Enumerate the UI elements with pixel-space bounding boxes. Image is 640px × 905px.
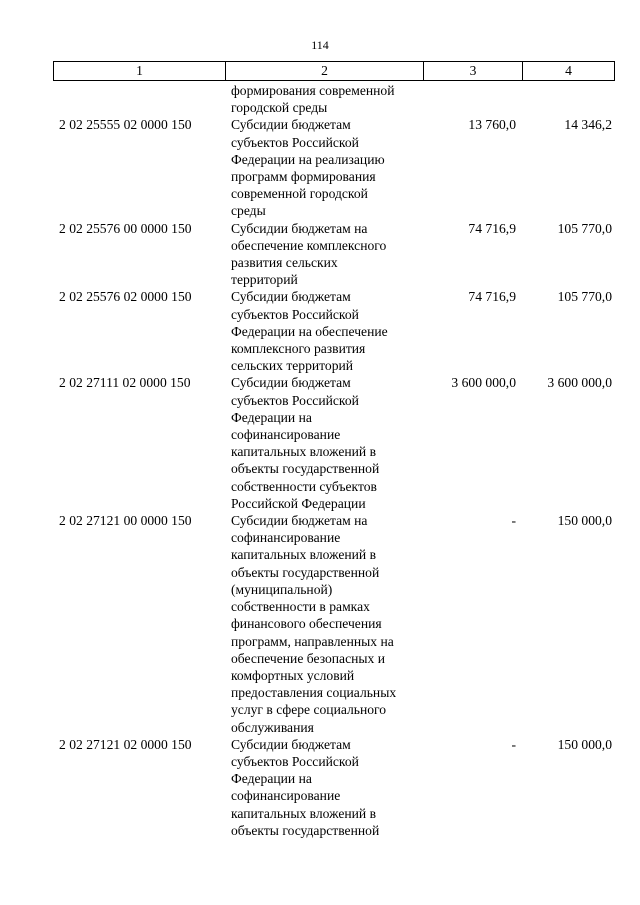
amount-col-3: 74 716,9 [468,289,516,305]
description-line: софинансирование [231,788,341,804]
description-line: Российской Федерации [231,495,366,511]
revenue-description [225,220,423,289]
description-line: Федерации на [231,771,312,787]
description-line: Субсидии бюджетам на [231,220,368,236]
description-line: финансового обеспечения [231,616,382,632]
revenue-description [225,82,423,116]
table-header [53,61,615,81]
revenue-code: 2 02 25576 00 0000 150 [59,220,192,236]
header-col-4: 4 [523,62,615,81]
amount-col-4: 14 346,2 [564,117,612,133]
page-number: 114 [311,38,329,52]
description-line: субъектов Российской [231,392,359,408]
description-line: обеспечение комплексного [231,237,387,253]
table-row [53,288,614,374]
table-row [53,220,614,289]
description-line: субъектов Российской [231,134,359,150]
revenue-description [225,288,423,374]
description-line: объекты государственной [231,461,380,477]
description-line: услуг в сфере социального [231,702,387,718]
description-line: собственности субъектов [231,478,377,494]
revenue-code: 2 02 27121 00 0000 150 [59,513,192,529]
description-line: Субсидии бюджетам [231,736,351,752]
revenue-code: 2 02 25576 02 0000 150 [59,289,192,305]
description-line: Субсидии бюджетам на [231,513,368,529]
table-row [53,374,614,512]
description-line: субъектов Российской [231,753,359,769]
revenue-description [225,512,423,736]
description-line: Субсидии бюджетам [231,375,351,391]
amount-col-3: 3 600 000,0 [451,375,516,391]
amount-col-3: 74 716,9 [468,220,516,236]
description-line: субъектов Российской [231,306,359,322]
amount-col-3: - [511,513,516,529]
amount-col-4: 105 770,0 [557,289,612,305]
description-line: капитальных вложений в [231,805,377,821]
description-line: объекты государственной [231,564,380,580]
description-line: (муниципальной) [231,581,333,597]
revenue-code: 2 02 27111 02 0000 150 [59,375,191,391]
description-line: Субсидии бюджетам [231,117,351,133]
table-body [53,82,614,839]
description-line: обслуживания [231,719,314,735]
table-row [53,512,614,736]
description-line: обеспечение безопасных и [231,650,386,666]
description-line: городской среды [231,100,328,116]
description-line: современной городской [231,186,368,202]
description-line: среды [231,203,266,219]
header-row [54,62,615,81]
amount-col-4: 150 000,0 [557,513,612,529]
description-line: капитальных вложений в [231,444,377,460]
amount-col-4: 150 000,0 [557,736,612,752]
revenue-description [225,116,423,219]
description-line: Федерации на [231,409,312,425]
description-line: предоставления социальных [231,685,397,701]
description-line: софинансирование [231,427,341,443]
description-line: Субсидии бюджетам [231,289,351,305]
description-line: Федерации на реализацию [231,151,385,167]
header-col-2: 2 [226,62,424,81]
description-line: собственности в рамках [231,599,370,615]
table-row [53,116,614,219]
table-row [53,736,614,839]
revenue-description [225,374,423,512]
description-line: объекты государственной [231,822,380,838]
amount-col-3: - [511,736,516,752]
amount-col-3: 13 760,0 [468,117,516,133]
amount-col-4: 105 770,0 [557,220,612,236]
table-row [53,82,614,116]
description-line: сельских территорий [231,358,354,374]
description-line: комплексного развития [231,341,366,357]
revenue-description [225,736,423,839]
revenue-code: 2 02 25555 02 0000 150 [59,117,192,133]
description-line: формирования современной [231,83,395,98]
description-line: капитальных вложений в [231,547,377,563]
header-col-3: 3 [424,62,523,81]
description-line: Федерации на обеспечение [231,323,388,339]
header-col-1: 1 [54,62,226,81]
description-line: программ формирования [231,169,376,185]
description-line: развития сельских [231,255,338,271]
description-line: софинансирование [231,530,341,546]
description-line: программ, направленных на [231,633,394,649]
amount-col-4: 3 600 000,0 [547,375,612,391]
revenue-code: 2 02 27121 02 0000 150 [59,736,192,752]
description-line: комфортных условий [231,667,355,683]
description-line: территорий [231,272,298,288]
